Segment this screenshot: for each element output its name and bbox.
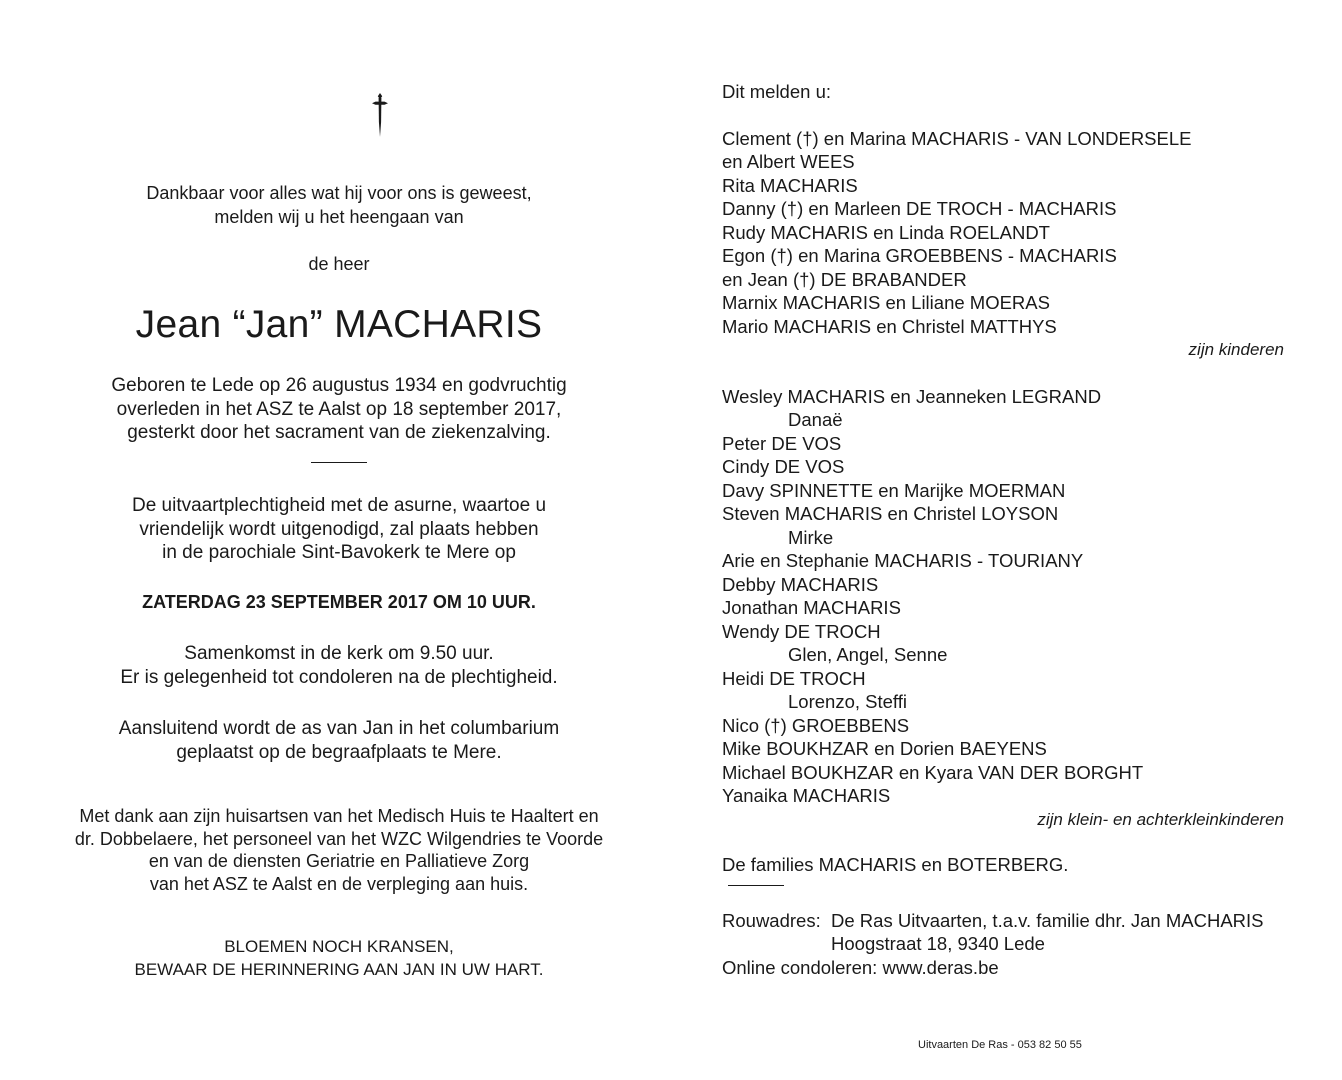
- thanks-text: Met dank aan zijn huisartsen van het Medisch Huis te Haaltert en dr. Dobbelaere, het personeel van het WZC Wilgendries te Voorde en van de diensten Geriatrie en Palliatieve Zorg van het ASZ te Aalst en de verpleging aan huis.: [74, 806, 604, 894]
- list-item: en Jean (†) DE BRABANDER: [722, 268, 967, 290]
- list-item: Debby MACHARIS: [722, 573, 879, 595]
- list-item: Jonathan MACHARIS: [722, 597, 901, 618]
- flowers-notice: BLOEMEN NOCH KRANSEN, BEWAAR DE HERINNERING AAN JAN IN UW HART.: [134, 937, 544, 979]
- list-item: Danny (†) en Marleen DE TROCH - MACHARIS: [722, 198, 1117, 219]
- list-item: Mike BOUKHZAR en Dorien BAEYENS: [722, 738, 1047, 759]
- service-date: ZATERDAG 23 SEPTEMBER 2017 OM 10 UUR.: [142, 592, 536, 612]
- deceased-name: Jean “Jan” MACHARIS: [135, 303, 543, 346]
- children-list: [722, 127, 1284, 339]
- online-condolences: [722, 956, 1284, 980]
- list-item: Yanaika MACHARIS: [722, 785, 891, 806]
- intro-text: Dankbaar voor alles wat hij voor ons is geweest, melden wij u het heengaan van: [146, 183, 532, 227]
- service-text: De uitvaartplechtigheid met de asurne, waartoe u vriendelijk wordt uitgenodigd, zal plaats hebben in de parochiale Sint-Bavokerk te Mere op: [131, 495, 547, 563]
- grandchildren-list: [722, 385, 1284, 808]
- list-item: Steven MACHARIS en Christel LOYSON: [722, 503, 1059, 524]
- birth-death-text: Geboren te Lede op 26 augustus 1934 en godvruchtig overleden in het ASZ te Aalst op 18 september 2017, gesterkt door het sacrament van de ziekenzalving.: [111, 375, 567, 443]
- list-item: Rudy MACHARIS en Linda ROELANDT: [722, 221, 1050, 243]
- right-panel: [722, 80, 1284, 979]
- online-url[interactable]: www.deras.be: [882, 956, 999, 978]
- announcement-heading: Dit melden u:: [722, 81, 831, 102]
- urn-text: Aansluitend wordt de as van Jan in het columbarium geplaatst op de begraafplaats te Mere.: [118, 718, 560, 763]
- list-item: Mario MACHARIS en Christel MATTHYS: [722, 315, 1057, 337]
- list-item: Clement (†) en Marina MACHARIS - VAN LONDERSELE: [722, 127, 1192, 149]
- mourning-address: [722, 909, 1284, 956]
- list-item: Rita MACHARIS: [722, 174, 858, 196]
- list-item: Peter DE VOS: [722, 432, 842, 454]
- list-item: Glen, Angel, Senne: [788, 644, 948, 665]
- address-lines: De Ras Uitvaarten, t.a.v. familie dhr. Jan MACHARIS Hoogstraat 18, 9340 Lede: [831, 909, 1264, 954]
- list-item: en Albert WEES: [722, 151, 855, 172]
- footer-contact: Uitvaarten De Ras - 053 82 50 55: [918, 1039, 1082, 1051]
- list-item: Wendy DE TROCH: [722, 620, 881, 642]
- divider: [311, 462, 367, 463]
- list-item: Marnix MACHARIS en Liliane MOERAS: [722, 292, 1050, 313]
- meeting-text: Samenkomst in de kerk om 9.50 uur. Er is gelegenheid tot condoleren na de plechtigheid.: [120, 643, 558, 688]
- honorific: de heer: [308, 254, 370, 274]
- list-item: Lorenzo, Steffi: [788, 691, 907, 712]
- list-item: Nico (†) GROEBBENS: [722, 714, 910, 736]
- address-label: Rouwadres:: [722, 909, 821, 931]
- grandchildren-caption: zijn klein- en achterkleinkinderen: [1037, 809, 1284, 829]
- list-item: Heidi DE TROCH: [722, 667, 866, 689]
- cross-icon: [365, 92, 395, 138]
- list-item: Arie en Stephanie MACHARIS - TOURIANY: [722, 550, 1084, 571]
- list-item: Danaë: [788, 409, 843, 430]
- list-item: Wesley MACHARIS en Jeanneken LEGRAND: [722, 385, 1102, 407]
- children-caption: zijn kinderen: [1188, 340, 1284, 359]
- list-item: Mirke: [788, 526, 834, 548]
- list-item: Davy SPINNETTE en Marijke MOERMAN: [722, 479, 1066, 501]
- online-label: Online condoleren:: [722, 956, 878, 978]
- list-item: Egon (†) en Marina GROEBBENS - MACHARIS: [722, 245, 1117, 266]
- list-item: Michael BOUKHZAR en Kyara VAN DER BORGHT: [722, 761, 1144, 783]
- list-item: Cindy DE VOS: [722, 456, 845, 477]
- families-line: De families MACHARIS en BOTERBERG.: [722, 854, 1069, 875]
